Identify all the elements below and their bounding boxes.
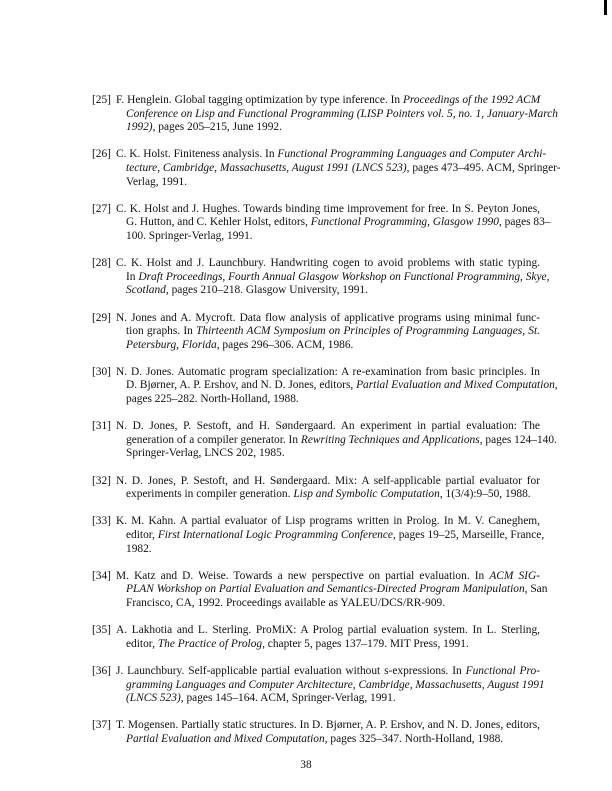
- reference-line: [116, 488, 540, 502]
- reference-line: [116, 393, 540, 407]
- reference-entry: [92, 664, 545, 706]
- reference-text: experiments in compiler generation.: [126, 488, 294, 501]
- reference-line: [116, 719, 540, 733]
- reference-label: [28]: [92, 257, 111, 270]
- reference-entry: [92, 624, 540, 651]
- reference-text: , 1(3/4):9–50, 1988.: [439, 488, 531, 501]
- reference-line: [116, 284, 540, 298]
- reference-label: [29]: [92, 311, 111, 324]
- reference-line: [116, 325, 540, 339]
- reference-line: [116, 379, 558, 393]
- reference-entry: [92, 148, 561, 189]
- reference-entry: [92, 515, 545, 556]
- reference-title-text: First International Logic Programming Conference: [157, 529, 393, 541]
- reference-label: [32]: [92, 474, 111, 487]
- reference-label: [36]: [92, 664, 111, 677]
- reference-title-text: Draft Proceedings, Fourth Annual Glasgow Workshop on Functional Programming, Skye,: [138, 270, 550, 283]
- reference-text: N. D. Jones. Automatic program specialization: A re-examination from basic principles. In: [116, 365, 540, 378]
- reference-title-text: Functional Pro-: [465, 664, 540, 677]
- reference-text: In: [126, 270, 139, 283]
- reference-entry: [92, 94, 558, 135]
- reference-title-text: The Practice of Prolog: [157, 637, 263, 650]
- reference-text: , pages 210–218. Glasgow University, 1991.: [165, 284, 368, 297]
- reference-title-text: Scotland: [126, 284, 166, 297]
- reference-text: , pages 296–306. ACM, 1986.: [216, 338, 354, 351]
- reference-line: [116, 733, 540, 747]
- reference-label: [35]: [92, 624, 111, 637]
- reference-text: C. K. Holst and J. Launchbury. Handwriting cogen to avoid problems with static typing.: [116, 257, 540, 270]
- reference-text: , San: [524, 583, 548, 596]
- reference-entry: [92, 569, 548, 611]
- reference-line: [116, 570, 540, 584]
- reference-text: F. Henglein. Global tagging optimization by type inference. In: [116, 94, 403, 106]
- reference-line: [116, 339, 540, 353]
- reference-label: [31]: [92, 420, 111, 433]
- reference-text: N. D. Jones, P. Sestoft, and H. Søndergaard. An experiment in partial evaluation: The: [116, 420, 540, 433]
- reference-line: [116, 366, 540, 380]
- reference-line: [116, 475, 540, 489]
- reference-line: [116, 176, 540, 190]
- reference-line: [116, 203, 540, 217]
- reference-line: [116, 161, 561, 176]
- reference-line: [116, 447, 540, 461]
- reference-entry: [92, 420, 557, 461]
- reference-text: editor,: [126, 529, 158, 541]
- reference-label: [37]: [92, 719, 111, 732]
- reference-text: 100. Springer-Verlag, 1991.: [126, 229, 253, 242]
- reference-label: [27]: [92, 202, 111, 215]
- reference-text: , pages 473–495. ACM, Springer-: [406, 161, 561, 174]
- reference-text: editor,: [126, 637, 158, 650]
- reference-text: , pages 19–25, Marseille, France,: [393, 529, 545, 541]
- reference-text: , pages 124–140.: [479, 433, 557, 446]
- reference-text: J. Launchbury. Self-applicable partial evaluation without s-expressions. In: [116, 664, 466, 677]
- reference-text: N. Jones and A. Mycroft. Data flow analysis of applicative programs using minimal func-: [116, 311, 540, 324]
- reference-text: D. Bjørner, A. P. Ershov, and N. D. Jones, editors,: [126, 379, 357, 392]
- reference-text: ,: [554, 379, 558, 392]
- reference-title-text: tecture, Cambridge, Massachusetts, August 1991 (LNCS 523): [126, 161, 407, 174]
- reference-entry: [92, 475, 540, 502]
- reference-text: A. Lakhotia and L. Sterling. ProMiX: A Prolog partial evaluation system. In L. Sterling,: [116, 624, 540, 637]
- reference-text: G. Hutton, and C. Kehler Holst, editors,: [126, 216, 311, 229]
- reference-text: , pages 205–215, June 1992.: [152, 121, 282, 134]
- reference-line: [116, 583, 548, 597]
- reference-text: M. Katz and D. Weise. Towards a new perspective on partial evaluation. In: [116, 569, 490, 582]
- reference-title-text: 1992): [126, 121, 153, 134]
- reference-line: [116, 678, 545, 693]
- reference-entry: [92, 312, 540, 353]
- reference-label: [33]: [92, 515, 111, 528]
- reference-line: [116, 107, 558, 122]
- reference-line: [116, 121, 540, 135]
- reference-title-text: Lisp and Symbolic Computation: [293, 488, 440, 501]
- reference-entry: [92, 202, 551, 244]
- reference-text: tion graphs. In: [126, 325, 197, 338]
- bibliography-list: [92, 94, 561, 760]
- reference-text: 1982.: [126, 542, 152, 555]
- reference-line: [116, 515, 540, 529]
- reference-title-text: PLAN Workshop on Partial Evaluation and Semantics-Directed Program Manipulation: [126, 583, 525, 596]
- reference-title-text: Proceedings of the 1992 ACM: [402, 94, 541, 106]
- reference-text: generation of a compiler generator. In: [126, 433, 301, 446]
- reference-line: [116, 257, 540, 271]
- reference-line: [116, 312, 540, 326]
- reference-title-text: Partial Evaluation and Mixed Computation: [126, 732, 325, 745]
- reference-line: [116, 270, 550, 285]
- reference-text: pages 225–282. North-Holland, 1988.: [126, 393, 299, 406]
- reference-text: Verlag, 1991.: [126, 175, 188, 188]
- reference-title-text: Functional Programming, Glasgow 1990: [310, 216, 499, 229]
- reference-title-text: Conference on Lisp and Functional Programming (LISP Pointers vol. 5, no. 1, January-March: [126, 107, 558, 120]
- reference-text: C. K. Holst and J. Hughes. Towards binding time improvement for free. In S. Peyton Jones,: [116, 202, 540, 215]
- reference-line: [116, 543, 540, 557]
- reference-line: [116, 216, 551, 230]
- reference-line: [116, 433, 557, 448]
- reference-line: [116, 420, 540, 434]
- scan-edge-mark: [604, 0, 607, 15]
- reference-title-text: gramming Languages and Computer Architecture, Cambridge, Massachusetts, August 1991: [126, 678, 545, 691]
- reference-text: , chapter 5, pages 137–179. MIT Press, 1991.: [262, 637, 469, 650]
- reference-text: C. K. Holst. Finiteness analysis. In: [116, 148, 278, 161]
- reference-text: Francisco, CA, 1992. Proceedings available as YALEU/DCS/RR-909.: [126, 596, 446, 609]
- reference-text: T. Mogensen. Partially static structures. In D. Bjørner, A. P. Ershov, and N. D. Jones, editors,: [116, 719, 540, 732]
- reference-line: [116, 597, 540, 611]
- reference-title-text: Thirteenth ACM Symposium on Principles of Programming Languages, St.: [196, 325, 540, 338]
- reference-entry: [92, 257, 550, 298]
- reference-entry: [92, 719, 540, 746]
- reference-title-text: (LNCS 523): [126, 692, 181, 705]
- page-number: 38: [300, 759, 312, 771]
- reference-title-text: Rewriting Techniques and Applications: [300, 433, 480, 446]
- reference-text: , pages 325–347. North-Holland, 1988.: [324, 732, 504, 745]
- reference-entry: [92, 365, 558, 407]
- reference-line: [116, 94, 540, 108]
- reference-title-text: Petersburg, Florida: [126, 338, 217, 351]
- reference-label: [25]: [92, 94, 111, 106]
- reference-title-text: ACM SIG-: [489, 569, 540, 582]
- reference-line: [116, 529, 545, 543]
- reference-label: [34]: [92, 569, 111, 582]
- reference-line: [116, 638, 540, 652]
- reference-text: , pages 83–: [498, 216, 551, 229]
- reference-line: [116, 665, 540, 679]
- reference-title-text: Partial Evaluation and Mixed Computation: [356, 379, 555, 392]
- reference-text: Springer-Verlag, LNCS 202, 1985.: [126, 447, 285, 460]
- reference-text: , pages 145–164. ACM, Springer-Verlag, 1991.: [180, 692, 396, 705]
- reference-line: [116, 692, 540, 706]
- reference-label: [26]: [92, 148, 111, 161]
- reference-title-text: Functional Programming Languages and Computer Archi-: [277, 148, 547, 161]
- reference-line: [116, 148, 547, 162]
- reference-line: [116, 624, 540, 638]
- reference-text: K. M. Kahn. A partial evaluator of Lisp programs written in Prolog. In M. V. Caneghem,: [116, 515, 540, 528]
- reference-text: N. D. Jones, P. Sestoft, and H. Søndergaard. Mix: A self-applicable partial evaluator for: [116, 474, 540, 487]
- reference-line: [116, 230, 540, 244]
- reference-label: [30]: [92, 365, 111, 378]
